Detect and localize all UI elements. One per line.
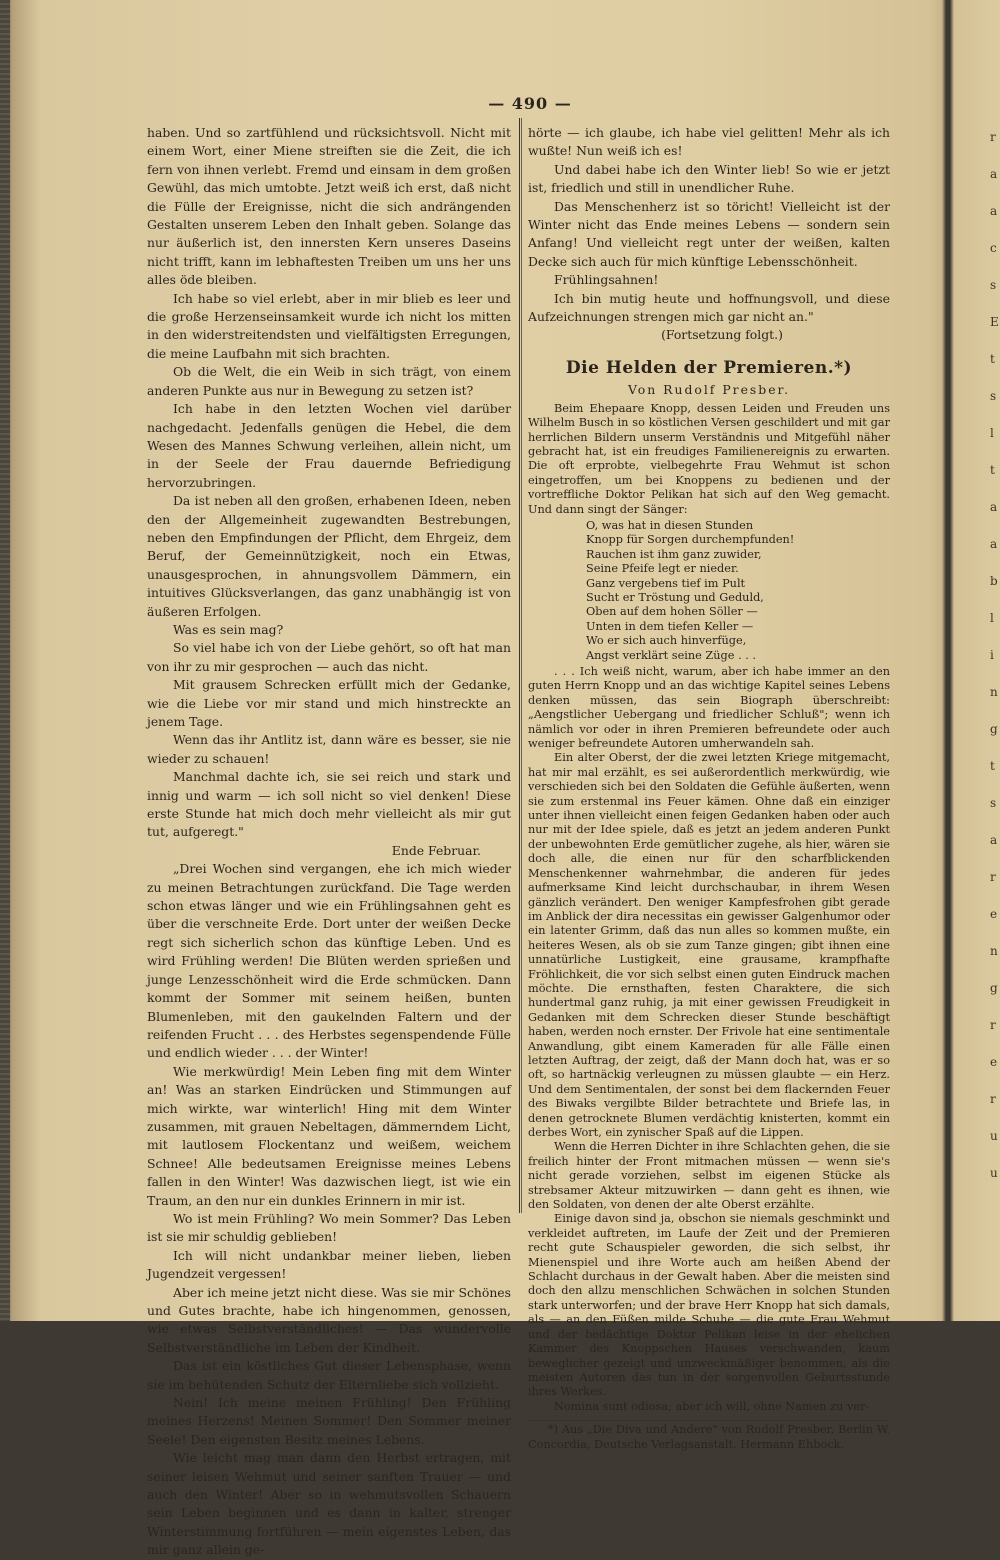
adjacent-page-letter: c [990, 241, 997, 255]
adjacent-page-letter: g [990, 722, 998, 736]
paragraph: Wo ist mein Frühling? Wo mein Sommer? Das Leben ist sie mir schuldig geblieben! [147, 1210, 511, 1245]
adjacent-page-letter: u [990, 1166, 998, 1180]
adjacent-page-letter: r [990, 870, 996, 884]
verse-line: Unten in dem tiefen Keller — [586, 619, 754, 633]
adjacent-page-letter: a [990, 204, 998, 218]
adjacent-page-letter: u [990, 1129, 998, 1143]
adjacent-page-letter: t [990, 463, 995, 477]
paragraph: Wie leicht mag man dann den Herbst ertragen, mit seiner leisen Wehmut und seiner sanften Trauer — und auch den Winter! Aber so in wehmutsvollen Schauern sein Leben beginnen und es dann in kalter, strenger Winterstimmung fortführen — mein eigenstes Leben, das mir ganz allein ge- [147, 1450, 511, 1558]
adjacent-page-letter: a [990, 833, 998, 847]
verse-line: Rauchen ist ihm ganz zuwider, [586, 547, 762, 561]
adjacent-page-letter: r [990, 1018, 996, 1032]
paragraph: Und dabei habe ich den Winter lieb! So wie er jetzt ist, friedlich und still in unendlicher Ruhe. [528, 161, 890, 196]
paragraph: So viel habe ich von der Liebe gehört, so oft hat man von ihr zu mir gesprochen — auch das nicht. [147, 640, 511, 674]
paragraph: Einige davon sind ja, obschon sie niemals geschminkt und verkleidet auftreten, im Laufe der Zeit und der Premieren recht gute Schauspieler geworden, die sich selbst, ihr Mienenspiel und ihre Worte auch am heißen Abend der Schlacht durchaus in der Gewalt haben. Aber die meisten sind doch den allzu menschlichen Schwächen in solchen Stunden stark unterworfen; und der brave Herr Knopp hat sich damals, als — an den Füßen milde Schuhe — die gute Frau Wehmut und der bedächtige Doktor Pelikan leise in der ehelichen Kammer des Knoppschen Hauses verschwanden, kaum beweglicher gezeigt und unzweckmäßiger benommen, als die meisten Autoren das tun in der sorgenvollen Geburtsstunde ihres Werkes. [528, 1212, 890, 1399]
paragraph: Ob die Welt, die ein Weib in sich trägt, von einem anderen Punkte aus nur in Bewegung zu setzen ist? [147, 364, 511, 398]
paragraph: Ein alter Oberst, der die zwei letzten Kriege mitgemacht, hat mir mal erzählt, es sei außerordentlich merkwürdig, wie verschieden sich bei den Soldaten die Gefühle äußerten, wenn sie zum erstenmal ins Feuer kämen. Ohne daß ein einziger unter ihnen vielleicht einen feigen Gedanken haben oder auch nur mit der Idee spiele, daß es jetzt an jedem anderen Punkt der unbewohnten Erde gemütlicher zugehe, als hier, wären sie doch alle, die einen nur für den scharfblickenden Menschenkenner wahrnehmbar, die anderen für jedes aufmerksame Kind leicht durchschaubar, in ihrem Wesen gänzlich verändert. Den weniger Kampfesfrohen gibt gerade im Anblick der dira necessitas ein gewisser Galgenhumor oder ein latenter Grimm, daß das nun alles so kommen mußte, ein heiteres Wesen, als ob sie zum Tanze gingen; gibt ihnen eine unnatürliche Lustigkeit, eine grausame, krampfhafte Fröhlichkeit, die vor sich selbst einen guten Eindruck machen möchte. Die ernsthaften, festen Charaktere, die sich hundertmal ganz ruhig, ja mit einer gewissen Freudigkeit in Gedanken mit dem Schrecken dieser Stunde beschäftigt haben, werden noch ernster. Der Frivole hat eine sentimentale Anwandlung, gibt einem Kameraden für alle Fälle einen letzten Auftrag, der zeigt, daß der Mann doch hat, was er so oft, so hartnäckig verleugnen zu müssen glaubte — ein Herz. Und dem Sentimentalen, der sonst bei dem flackernden Feuer des Biwaks vergilbte Bilder betrachtete und Briefe las, in denen getrocknete Blumen verdächtig knisterten, kommt ein derbes Wort, ein zynischer Spaß auf die Lippen. [528, 751, 890, 1139]
paragraph: Aber ich meine jetzt nicht diese. Was sie mir Schönes und Gutes brachte, habe ich hingenommen, genossen, wie etwas Selbstverständliches! — Das wundervolle Selbstverständliche im Leben der Kindheit. [147, 1284, 511, 1355]
adjacent-page-letter: a [990, 537, 998, 551]
paragraph: Ich will nicht undankbar meiner lieben, lieben Jugendzeit vergessen! [147, 1247, 511, 1282]
right-column [528, 124, 890, 1452]
paragraph: Frühlingsahnen! [554, 272, 659, 288]
paragraph: Nein! Ich meine meinen Frühling! Den Frühling meines Herzens! Meinen Sommer! Den Sommer meiner Seele! Den eigensten Besitz meines Lebens. [147, 1395, 511, 1447]
paragraph: Das Menschenherz ist so töricht! Vielleicht ist der Winter nicht das Ende meines Lebens — sondern sein Anfang! Und vielleicht regt unter der weißen, kalten Decke sich auch für mich künftige Lebensschönheit. [528, 198, 890, 269]
footnote-rule [528, 1420, 890, 1421]
adjacent-page-letter: E [990, 315, 999, 329]
continuation-note: (Fortsetzung folgt.) [661, 327, 783, 343]
adjacent-page-letter: n [990, 944, 998, 958]
paragraph: Das ist ein köstliches Gut dieser Lebensphase, wenn sie im behütenden Schutz der Elternliebe sich vollzieht. [147, 1358, 511, 1392]
paragraph: Nomina sunt odiosa; aber ich will, ohne Namen zu ver- [554, 1399, 870, 1413]
paragraph: Wie merkwürdig! Mein Leben fing mit dem Winter an! Was an starken Eindrücken und Stimmungen auf mich wirkte, war winterlich! Hing mit dem Winter zusammen, mit grauen Nebeltagen, dämmerndem Licht, mit lautlosem Flockentanz und weißem, weichem Schnee! Alle bedeutsamen Ereignisse meines Lebens fallen in den Winter! Was dazwischen liegt, ist wie ein Traum, an den nur ein dunkles Erinnern in mir ist. [147, 1063, 511, 1208]
verse-line: Knopp für Sorgen durchempfunden! [586, 533, 795, 547]
adjacent-page-letter: r [990, 130, 996, 144]
paragraph: „Drei Wochen sind vergangen, ehe ich mich wieder zu meinen Betrachtungen zurückfand. Die Tage werden schon etwas länger und wie ein Frühlingsahnen geht es über die verschneite Erde. Dort unter der weißen Decke regt sich sicherlich schon das künftige Leben. Und es wird Frühling werden! Die Blüten werden sprießen und junge Lenzesschönheit wird die Erde schmücken. Dann kommt der Sommer mit seinem heißen, bunten Blumenleben, mit den gaukelnden Faltern und der reifenden Frucht . . . des Herbstes segenspendende Fülle und endlich wieder . . . der Winter! [147, 861, 511, 1061]
column-divider-shadow [521, 118, 522, 1213]
paragraph: Wenn die Herren Dichter in ihre Schlachten gehen, die sie freilich hinter der Front mitmachen müssen — wenn sie's nicht gerade vorziehen, selbst im eigenen Stücke als strebsamer Akteur mitzuwirken — dann geht es ihnen, wie den Soldaten, von denen der alte Oberst erzählte. [528, 1140, 890, 1212]
paragraph: Wenn das ihr Antlitz ist, dann wäre es besser, sie nie wieder zu schauen! [147, 732, 511, 766]
verse-line: Ganz vergebens tief im Pult [586, 576, 746, 590]
paragraph: Ich habe so viel erlebt, aber in mir blieb es leer und die große Herzenseinsamkeit wurde ich nicht los mitten in den widerstreitendsten und vielfältigsten Erregungen, die meine Laufbahn mit sich brachten. [147, 290, 511, 361]
adjacent-page-letter: t [990, 352, 995, 366]
article-title: Die Helden der Premieren.*) [565, 357, 853, 378]
paragraph: Ich bin mutig heute und hoffnungsvoll, und diese Aufzeichnungen strengen mich gar nicht an." [528, 290, 890, 325]
paragraph: Ich habe in den letzten Wochen viel darüber nachgedacht. Jedenfalls genügen die Hebel, die dem Wesen des Mannes Schwung verleihen, allein nicht, um in der Seele der Frau dauernde Befriedigung hervorzubringen. [147, 401, 511, 490]
adjacent-page-letter: s [990, 796, 997, 810]
paragraph: haben. Und so zartfühlend und rücksichtsvoll. Nicht mit einem Wort, einer Miene streiften sie die Zeit, die ich fern von ihnen verlebt. Fremd und einsam in dem großen Gewühl, das mich umtobte. Jetzt weiß ich erst, daß nicht die Fülle der Ereignisse, nicht die sich andrängenden Gestalten unserem Leben den Inhalt geben. Solange das nur äußerlich ist, den innersten Kern unseres Daseins nicht trifft, kann im lebhaftesten Treiben um uns her uns alles öde bleiben. [147, 125, 511, 288]
footnote: *) Aus „Die Diva und Andere" von Rudolf Presber, Berlin W. Concordia, Deutsche Verlagsanstalt. Hermann Ehbock. [528, 1423, 890, 1451]
adjacent-page-letter: l [990, 426, 994, 440]
left-column [147, 124, 511, 1560]
verse-line: O, was hat in diesen Stunden [586, 518, 754, 532]
author-byline: Von Rudolf Presber. [627, 382, 791, 398]
paragraph: hörte — ich glaube, ich habe viel gelitten! Mehr als ich wußte! Nun weiß ich es! [528, 125, 890, 159]
verse-line: Sucht er Tröstung und Geduld, [586, 590, 764, 604]
diary-date: Ende Februar. [391, 842, 481, 858]
adjacent-page-letter: i [990, 648, 994, 662]
paragraph: Beim Ehepaare Knopp, dessen Leiden und Freuden uns Wilhelm Busch in so köstlichen Versen geschildert und mit gar herrlichen Bildern unserm Verständnis und Mitgefühl näher gebracht hat, ist ein freudiges Familienereignis zu erwarten. Die oft erprobte, vielbegehrte Frau Wehmut ist schon eingetroffen, um bei Knoppens zu bedienen und der vortreffliche Doktor Pelikan hat sich auf den Weg gemacht. Und dann singt der Sänger: [528, 401, 890, 516]
adjacent-page-letter: l [990, 611, 994, 625]
paragraph: . . . Ich weiß nicht, warum, aber ich habe immer an den guten Herrn Knopp und an das wichtige Kapitel seines Lebens denken müssen, das sein Biograph überschreibt: „Aengstlicher Uebergang und friedlicher Schluß"; wenn ich nämlich vor oder in ihren Premieren befreundete oder auch weniger befreundete Autoren umherwandeln sah. [528, 665, 890, 751]
page-number: — 490 — [488, 94, 572, 113]
adjacent-page-letter: t [990, 759, 995, 773]
verse-line: Wo er sich auch hinverfüge, [586, 634, 747, 648]
adjacent-page-letter: e [990, 907, 998, 921]
verse-line: Angst verklärt seine Züge . . . [586, 648, 757, 662]
adjacent-page-letter: a [990, 500, 998, 514]
paragraph: Manchmal dachte ich, sie sei reich und stark und innig und warm — ich soll nicht so viel denken! Diese erste Stunde hat mich doch mehr vielleicht als mir gut tut, aufgeregt." [147, 769, 511, 840]
adjacent-page-letter: g [990, 981, 998, 995]
verse-line: Seine Pfeife legt er nieder. [586, 562, 739, 576]
paragraph: Was es sein mag? [173, 621, 284, 637]
verse-line: Oben auf dem hohen Söller — [586, 605, 758, 619]
adjacent-page-letter: n [990, 685, 998, 699]
column-divider [519, 118, 520, 1213]
adjacent-page-letter: b [990, 574, 998, 588]
adjacent-page-letter: e [990, 1055, 998, 1069]
adjacent-page-letter: s [990, 278, 997, 292]
book-binding-edge [0, 0, 10, 1321]
adjacent-page-letter: r [990, 1092, 996, 1106]
adjacent-page-letter: s [990, 389, 997, 403]
poem-verse [586, 519, 890, 663]
paragraph: Mit grausem Schrecken erfüllt mich der Gedanke, wie die Liebe vor mir stand und mich hinstreckte an jenem Tage. [147, 677, 511, 729]
adjacent-page-letter: a [990, 167, 998, 181]
paragraph: Da ist neben all den großen, erhabenen Ideen, neben den der Allgemeinheit zugewandten Bestrebungen, neben den Empfindungen der Pflicht, dem Ehrgeiz, dem Beruf, der Gemeinnützigkeit, noch ein Etwas, unausgesprochen, in ahnungsvollem Dämmern, ein intuitives Glücksverlangen, das ganz unabhängig ist von äußeren Erfolgen. [147, 493, 511, 619]
